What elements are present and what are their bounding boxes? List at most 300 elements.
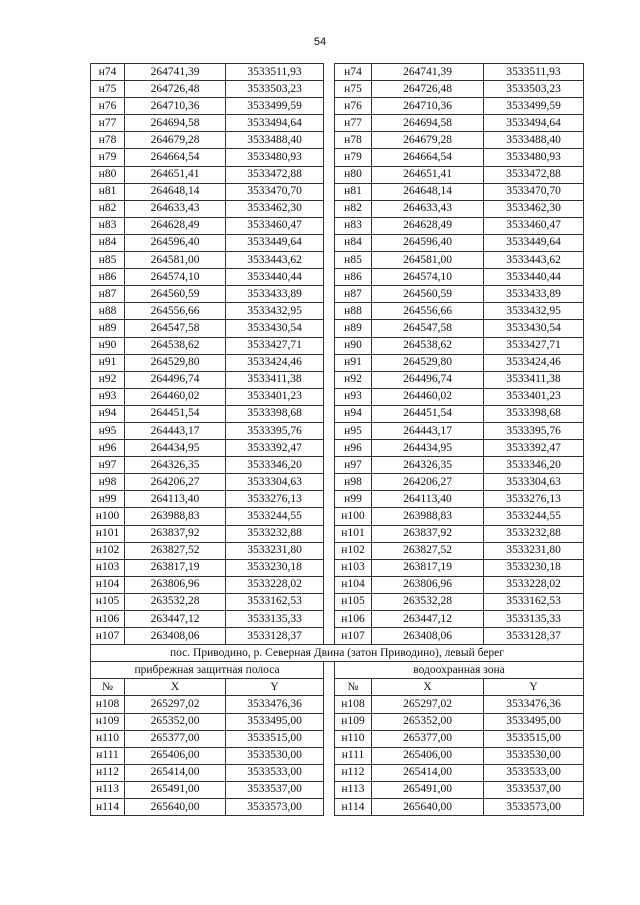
x-coordinate-cell: 264538,62 <box>125 337 226 354</box>
y-coordinate-cell: 3533304,63 <box>484 474 584 491</box>
column-gap <box>324 491 335 508</box>
x-coordinate-cell: 264574,10 <box>372 269 484 286</box>
x-coordinate-cell: 264538,62 <box>372 337 484 354</box>
point-id-cell: н93 <box>335 388 372 405</box>
y-coordinate-cell: 3533499,59 <box>226 98 324 115</box>
column-gap <box>324 286 335 303</box>
table-row <box>91 593 584 610</box>
y-coordinate-cell: 3533480,93 <box>484 149 584 166</box>
x-coordinate-cell: 264529,80 <box>372 354 484 371</box>
y-coordinate-cell: 3533244,55 <box>226 508 324 525</box>
column-gap <box>324 200 335 217</box>
point-id-cell: н87 <box>335 286 372 303</box>
point-id-cell: н83 <box>335 217 372 234</box>
point-id-cell: н77 <box>91 115 125 132</box>
y-coordinate-cell: 3533401,23 <box>226 388 324 405</box>
y-coordinate-cell: 3533533,00 <box>226 764 324 781</box>
x-coordinate-cell: 264648,14 <box>372 183 484 200</box>
point-id-cell: н97 <box>91 457 125 474</box>
column-gap <box>324 781 335 798</box>
table-row <box>91 491 584 508</box>
y-coordinate-cell: 3533472,88 <box>484 166 584 183</box>
x-coordinate-cell: 265377,00 <box>125 730 226 747</box>
point-id-cell: н94 <box>91 405 125 422</box>
point-id-cell: н89 <box>91 320 125 337</box>
x-coordinate-cell: 264460,02 <box>125 388 226 405</box>
x-coordinate-cell: 264451,54 <box>372 405 484 422</box>
left-col-y-header: Y <box>226 679 324 696</box>
point-id-cell: н88 <box>91 303 125 320</box>
y-coordinate-cell: 3533424,46 <box>226 354 324 371</box>
y-coordinate-cell: 3533449,64 <box>226 234 324 251</box>
table-row <box>91 508 584 525</box>
x-coordinate-cell: 264560,59 <box>125 286 226 303</box>
y-coordinate-cell: 3533460,47 <box>484 217 584 234</box>
y-coordinate-cell: 3533232,88 <box>226 525 324 542</box>
x-coordinate-cell: 265640,00 <box>125 799 226 816</box>
table-row <box>91 269 584 286</box>
y-coordinate-cell: 3533276,13 <box>226 491 324 508</box>
point-id-cell: н110 <box>335 730 372 747</box>
y-coordinate-cell: 3533128,37 <box>484 628 584 645</box>
y-coordinate-cell: 3533401,23 <box>484 388 584 405</box>
point-id-cell: н80 <box>91 166 125 183</box>
table-row <box>91 781 584 798</box>
x-coordinate-cell: 265377,00 <box>372 730 484 747</box>
table-row <box>91 457 584 474</box>
y-coordinate-cell: 3533430,54 <box>484 320 584 337</box>
point-id-cell: н81 <box>335 183 372 200</box>
point-id-cell: н103 <box>335 559 372 576</box>
y-coordinate-cell: 3533460,47 <box>226 217 324 234</box>
point-id-cell: н106 <box>335 611 372 628</box>
table-row <box>91 81 584 98</box>
column-gap <box>324 593 335 610</box>
page-number: 54 <box>313 36 327 48</box>
table-row <box>91 98 584 115</box>
point-id-cell: н82 <box>91 200 125 217</box>
x-coordinate-cell: 265297,02 <box>125 696 226 713</box>
x-coordinate-cell: 263837,92 <box>125 525 226 542</box>
table-row <box>91 132 584 149</box>
point-id-cell: н86 <box>335 269 372 286</box>
y-coordinate-cell: 3533488,40 <box>226 132 324 149</box>
point-id-cell: н112 <box>335 764 372 781</box>
column-gap <box>324 747 335 764</box>
table-row <box>91 525 584 542</box>
x-coordinate-cell: 264651,41 <box>125 166 226 183</box>
x-coordinate-cell: 265414,00 <box>372 764 484 781</box>
y-coordinate-cell: 3533244,55 <box>484 508 584 525</box>
point-id-cell: н75 <box>335 81 372 98</box>
column-gap <box>324 234 335 251</box>
y-coordinate-cell: 3533231,80 <box>226 542 324 559</box>
x-coordinate-cell: 264560,59 <box>372 286 484 303</box>
right-col-x-header: X <box>372 679 484 696</box>
x-coordinate-cell: 263532,28 <box>125 593 226 610</box>
column-gap <box>324 337 335 354</box>
point-id-cell: н102 <box>91 542 125 559</box>
x-coordinate-cell: 264460,02 <box>372 388 484 405</box>
point-id-cell: н114 <box>335 799 372 816</box>
x-coordinate-cell: 264451,54 <box>125 405 226 422</box>
y-coordinate-cell: 3533162,53 <box>484 593 584 610</box>
table-row <box>91 303 584 320</box>
y-coordinate-cell: 3533503,23 <box>226 81 324 98</box>
x-coordinate-cell: 264113,40 <box>372 491 484 508</box>
y-coordinate-cell: 3533472,88 <box>226 166 324 183</box>
y-coordinate-cell: 3533573,00 <box>226 799 324 816</box>
y-coordinate-cell: 3533346,20 <box>484 457 584 474</box>
point-id-cell: н85 <box>335 252 372 269</box>
x-coordinate-cell: 264648,14 <box>125 183 226 200</box>
point-id-cell: н80 <box>335 166 372 183</box>
table-row <box>91 474 584 491</box>
point-id-cell: н86 <box>91 269 125 286</box>
x-coordinate-cell: 264574,10 <box>125 269 226 286</box>
column-gap <box>324 149 335 166</box>
table-row <box>91 217 584 234</box>
table-row <box>91 559 584 576</box>
y-coordinate-cell: 3533135,33 <box>484 611 584 628</box>
y-coordinate-cell: 3533443,62 <box>484 252 584 269</box>
point-id-cell: н83 <box>91 217 125 234</box>
x-coordinate-cell: 265406,00 <box>372 747 484 764</box>
table-row <box>91 422 584 439</box>
point-id-cell: н91 <box>335 354 372 371</box>
point-id-cell: н107 <box>91 628 125 645</box>
x-coordinate-cell: 264741,39 <box>125 64 226 81</box>
x-coordinate-cell: 264628,49 <box>125 217 226 234</box>
y-coordinate-cell: 3533511,93 <box>226 64 324 81</box>
x-coordinate-cell: 265352,00 <box>372 713 484 730</box>
point-id-cell: н94 <box>335 405 372 422</box>
y-coordinate-cell: 3533424,46 <box>484 354 584 371</box>
point-id-cell: н113 <box>91 781 125 798</box>
point-id-cell: н109 <box>335 713 372 730</box>
point-id-cell: н96 <box>91 440 125 457</box>
point-id-cell: н99 <box>91 491 125 508</box>
column-gap <box>324 662 335 679</box>
y-coordinate-cell: 3533476,36 <box>484 696 584 713</box>
point-id-cell: н108 <box>91 696 125 713</box>
y-coordinate-cell: 3533346,20 <box>226 457 324 474</box>
table-row <box>91 799 584 816</box>
column-gap <box>324 320 335 337</box>
point-id-cell: н100 <box>91 508 125 525</box>
coordinates-table-bottom <box>91 696 584 816</box>
table-row <box>91 252 584 269</box>
point-id-cell: н96 <box>335 440 372 457</box>
table-row <box>91 576 584 593</box>
y-coordinate-cell: 3533470,70 <box>226 183 324 200</box>
y-coordinate-cell: 3533430,54 <box>226 320 324 337</box>
table-row <box>91 337 584 354</box>
table-row <box>91 320 584 337</box>
x-coordinate-cell: 264556,66 <box>372 303 484 320</box>
column-gap <box>324 628 335 645</box>
column-gap <box>324 405 335 422</box>
point-id-cell: н82 <box>335 200 372 217</box>
point-id-cell: н114 <box>91 799 125 816</box>
y-coordinate-cell: 3533433,89 <box>484 286 584 303</box>
x-coordinate-cell: 264581,00 <box>372 252 484 269</box>
y-coordinate-cell: 3533530,00 <box>484 747 584 764</box>
x-coordinate-cell: 264547,58 <box>125 320 226 337</box>
table-row <box>91 713 584 730</box>
x-coordinate-cell: 264547,58 <box>372 320 484 337</box>
y-coordinate-cell: 3533230,18 <box>484 559 584 576</box>
x-coordinate-cell: 265352,00 <box>125 713 226 730</box>
point-id-cell: н79 <box>335 149 372 166</box>
x-coordinate-cell: 264679,28 <box>372 132 484 149</box>
x-coordinate-cell: 264694,58 <box>372 115 484 132</box>
column-header-row <box>91 679 584 696</box>
point-id-cell: н101 <box>91 525 125 542</box>
y-coordinate-cell: 3533462,30 <box>226 200 324 217</box>
zone-heading-row <box>91 662 584 679</box>
point-id-cell: н105 <box>91 593 125 610</box>
table-row <box>91 542 584 559</box>
x-coordinate-cell: 264633,43 <box>372 200 484 217</box>
table-row <box>91 115 584 132</box>
point-id-cell: н103 <box>91 559 125 576</box>
y-coordinate-cell: 3533440,44 <box>226 269 324 286</box>
column-gap <box>324 457 335 474</box>
point-id-cell: н95 <box>335 422 372 439</box>
y-coordinate-cell: 3533530,00 <box>226 747 324 764</box>
point-id-cell: н105 <box>335 593 372 610</box>
y-coordinate-cell: 3533495,00 <box>484 713 584 730</box>
column-gap <box>324 115 335 132</box>
point-id-cell: н78 <box>335 132 372 149</box>
point-id-cell: н98 <box>335 474 372 491</box>
y-coordinate-cell: 3533537,00 <box>484 781 584 798</box>
table-row <box>91 764 584 781</box>
x-coordinate-cell: 264710,36 <box>372 98 484 115</box>
y-coordinate-cell: 3533494,64 <box>226 115 324 132</box>
x-coordinate-cell: 264443,17 <box>372 422 484 439</box>
point-id-cell: н97 <box>335 457 372 474</box>
section-header <box>91 645 584 696</box>
column-gap <box>324 679 335 696</box>
y-coordinate-cell: 3533395,76 <box>484 422 584 439</box>
x-coordinate-cell: 264726,48 <box>125 81 226 98</box>
coordinates-table-top <box>91 64 584 645</box>
table-row <box>91 628 584 645</box>
point-id-cell: н98 <box>91 474 125 491</box>
column-gap <box>324 354 335 371</box>
x-coordinate-cell: 263817,19 <box>372 559 484 576</box>
x-coordinate-cell: 263827,52 <box>372 542 484 559</box>
y-coordinate-cell: 3533276,13 <box>484 491 584 508</box>
column-gap <box>324 183 335 200</box>
y-coordinate-cell: 3533499,59 <box>484 98 584 115</box>
y-coordinate-cell: 3533392,47 <box>484 440 584 457</box>
y-coordinate-cell: 3533533,00 <box>484 764 584 781</box>
point-id-cell: н101 <box>335 525 372 542</box>
x-coordinate-cell: 264694,58 <box>125 115 226 132</box>
x-coordinate-cell: 263988,83 <box>372 508 484 525</box>
column-gap <box>324 81 335 98</box>
column-gap <box>324 64 335 81</box>
column-gap <box>324 799 335 816</box>
point-id-cell: н92 <box>335 371 372 388</box>
table-row <box>91 747 584 764</box>
y-coordinate-cell: 3533128,37 <box>226 628 324 645</box>
table-row <box>91 183 584 200</box>
x-coordinate-cell: 265640,00 <box>372 799 484 816</box>
table-row <box>91 200 584 217</box>
point-id-cell: н100 <box>335 508 372 525</box>
point-id-cell: н111 <box>335 747 372 764</box>
table-row <box>91 149 584 166</box>
table-row <box>91 730 584 747</box>
point-id-cell: н77 <box>335 115 372 132</box>
x-coordinate-cell: 264443,17 <box>125 422 226 439</box>
y-coordinate-cell: 3533162,53 <box>226 593 324 610</box>
y-coordinate-cell: 3533480,93 <box>226 149 324 166</box>
column-gap <box>324 764 335 781</box>
y-coordinate-cell: 3533495,00 <box>226 713 324 730</box>
point-id-cell: н76 <box>91 98 125 115</box>
y-coordinate-cell: 3533503,23 <box>484 81 584 98</box>
table-row <box>91 405 584 422</box>
column-gap <box>324 696 335 713</box>
point-id-cell: н90 <box>335 337 372 354</box>
x-coordinate-cell: 264741,39 <box>372 64 484 81</box>
column-gap <box>324 730 335 747</box>
column-gap <box>324 371 335 388</box>
right-zone-heading: водоохранная зона <box>335 662 584 679</box>
y-coordinate-cell: 3533462,30 <box>484 200 584 217</box>
point-id-cell: н81 <box>91 183 125 200</box>
point-id-cell: н74 <box>335 64 372 81</box>
y-coordinate-cell: 3533433,89 <box>226 286 324 303</box>
x-coordinate-cell: 264326,35 <box>372 457 484 474</box>
x-coordinate-cell: 264434,95 <box>125 440 226 457</box>
point-id-cell: н74 <box>91 64 125 81</box>
x-coordinate-cell: 264679,28 <box>125 132 226 149</box>
y-coordinate-cell: 3533304,63 <box>226 474 324 491</box>
y-coordinate-cell: 3533432,95 <box>226 303 324 320</box>
x-coordinate-cell: 264496,74 <box>372 371 484 388</box>
coordinates-table <box>90 63 584 816</box>
y-coordinate-cell: 3533231,80 <box>484 542 584 559</box>
right-col-y-header: Y <box>484 679 584 696</box>
point-id-cell: н78 <box>91 132 125 149</box>
column-gap <box>324 611 335 628</box>
x-coordinate-cell: 265491,00 <box>372 781 484 798</box>
x-coordinate-cell: 263447,12 <box>125 611 226 628</box>
point-id-cell: н92 <box>91 371 125 388</box>
point-id-cell: н88 <box>335 303 372 320</box>
y-coordinate-cell: 3533427,71 <box>484 337 584 354</box>
x-coordinate-cell: 264596,40 <box>125 234 226 251</box>
column-gap <box>324 252 335 269</box>
column-gap <box>324 713 335 730</box>
point-id-cell: н104 <box>335 576 372 593</box>
point-id-cell: н108 <box>335 696 372 713</box>
x-coordinate-cell: 263447,12 <box>372 611 484 628</box>
x-coordinate-cell: 263408,06 <box>125 628 226 645</box>
x-coordinate-cell: 265414,00 <box>125 764 226 781</box>
x-coordinate-cell: 264206,27 <box>372 474 484 491</box>
point-id-cell: н111 <box>91 747 125 764</box>
x-coordinate-cell: 264628,49 <box>372 217 484 234</box>
x-coordinate-cell: 264664,54 <box>125 149 226 166</box>
column-gap <box>324 98 335 115</box>
table-row <box>91 371 584 388</box>
y-coordinate-cell: 3533515,00 <box>484 730 584 747</box>
point-id-cell: н87 <box>91 286 125 303</box>
point-id-cell: н110 <box>91 730 125 747</box>
x-coordinate-cell: 263532,28 <box>372 593 484 610</box>
column-gap <box>324 559 335 576</box>
point-id-cell: н106 <box>91 611 125 628</box>
x-coordinate-cell: 263817,19 <box>125 559 226 576</box>
point-id-cell: н75 <box>91 81 125 98</box>
x-coordinate-cell: 263837,92 <box>372 525 484 542</box>
x-coordinate-cell: 264206,27 <box>125 474 226 491</box>
x-coordinate-cell: 264529,80 <box>125 354 226 371</box>
y-coordinate-cell: 3533494,64 <box>484 115 584 132</box>
left-col-x-header: X <box>125 679 226 696</box>
point-id-cell: н79 <box>91 149 125 166</box>
column-gap <box>324 166 335 183</box>
x-coordinate-cell: 264664,54 <box>372 149 484 166</box>
y-coordinate-cell: 3533232,88 <box>484 525 584 542</box>
column-gap <box>324 525 335 542</box>
x-coordinate-cell: 264434,95 <box>372 440 484 457</box>
y-coordinate-cell: 3533443,62 <box>226 252 324 269</box>
y-coordinate-cell: 3533470,70 <box>484 183 584 200</box>
table-row <box>91 166 584 183</box>
point-id-cell: н113 <box>335 781 372 798</box>
column-gap <box>324 269 335 286</box>
y-coordinate-cell: 3533449,64 <box>484 234 584 251</box>
x-coordinate-cell: 264113,40 <box>125 491 226 508</box>
point-id-cell: н91 <box>91 354 125 371</box>
x-coordinate-cell: 264596,40 <box>372 234 484 251</box>
y-coordinate-cell: 3533537,00 <box>226 781 324 798</box>
y-coordinate-cell: 3533398,68 <box>484 405 584 422</box>
point-id-cell: н112 <box>91 764 125 781</box>
table-row <box>91 388 584 405</box>
table-row <box>91 286 584 303</box>
x-coordinate-cell: 265491,00 <box>125 781 226 798</box>
y-coordinate-cell: 3533427,71 <box>226 337 324 354</box>
y-coordinate-cell: 3533440,44 <box>484 269 584 286</box>
section-title: пос. Приводино, р. Северная Двина (затон Приводино), левый берег <box>91 645 584 662</box>
table-row <box>91 234 584 251</box>
column-gap <box>324 576 335 593</box>
y-coordinate-cell: 3533395,76 <box>226 422 324 439</box>
column-gap <box>324 542 335 559</box>
y-coordinate-cell: 3533392,47 <box>226 440 324 457</box>
point-id-cell: н89 <box>335 320 372 337</box>
point-id-cell: н107 <box>335 628 372 645</box>
point-id-cell: н104 <box>91 576 125 593</box>
y-coordinate-cell: 3533511,93 <box>484 64 584 81</box>
y-coordinate-cell: 3533411,38 <box>226 371 324 388</box>
x-coordinate-cell: 263806,96 <box>372 576 484 593</box>
y-coordinate-cell: 3533228,02 <box>484 576 584 593</box>
x-coordinate-cell: 263806,96 <box>125 576 226 593</box>
y-coordinate-cell: 3533135,33 <box>226 611 324 628</box>
point-id-cell: н93 <box>91 388 125 405</box>
point-id-cell: н90 <box>91 337 125 354</box>
